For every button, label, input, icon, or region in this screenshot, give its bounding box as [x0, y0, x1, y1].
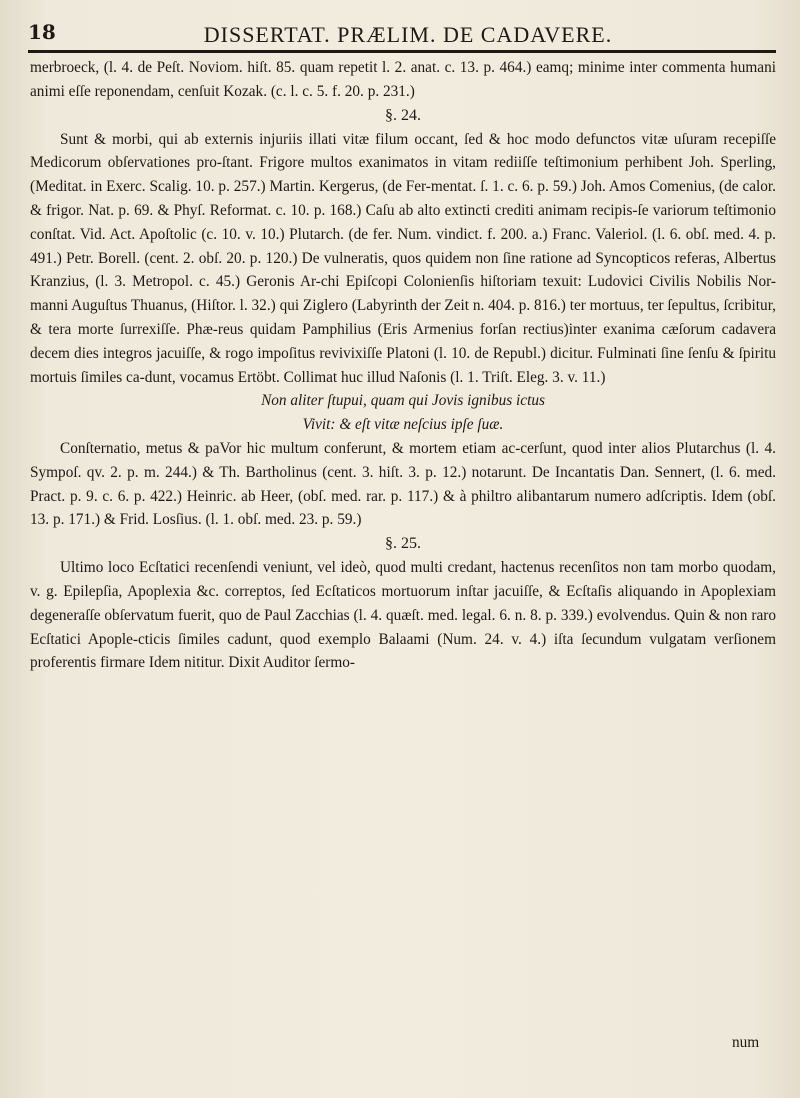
section-number: §. 25.: [385, 535, 421, 553]
verse-line: Non aliter ſtupui, quam qui Jovis ignibus ictus: [261, 392, 545, 410]
page-number: 18: [28, 20, 56, 44]
paragraph: Conſternatio, metus & paVor hic multum conferunt, & mortem etiam ac-cerſunt, quod inter alios Plutarchus (l. 4. Sympoſ. qv. 2. p. m. 244.) & Th. Bartholinus (cent. 3. hiſt. 3. p. 12.) notarunt. De Incantatis Dan. Sennert, (l. 6. med. Pract. p. 9. c. 6. p. 422.) Heinric. ab Heer, (obſ. med. rar. p. 117.) & à philtro alibantarum numero adſcriptis. Idem (obſ. 13. p. 171.) & Frid. Losſius. (l. 1. obſ. med. 23. p. 59.): [30, 439, 776, 529]
paragraph: Ultimo loco Ecſtatici recenſendi veniunt, vel ideò, quod multi credant, hactenus recenſitos non tam morbo quodam, v. g. Epilepſia, Apoplexia &c. correptos, ſed Ecſtaticos mortuorum inſtar jacuiſſe, & Ecſtaſis aliquando in Apoplexiam degeneraſſe obſervatum fuerit, quo de Paul Zacchias (l. 4. quæſt. med. legal. 6. n. 8. p. 339.) evolvendus. Quin & non raro Ecſtatici Apople-cticis ſimiles cadunt, quod exemplo Balaami (Num. 24. v. 4.) iſta ſecundum vulgatam verſionem proferentis firmare Idem nititur. Dixit Auditor ſermo-: [30, 559, 776, 672]
catchword: num: [732, 1034, 760, 1051]
running-title: DISSERTAT. PRÆLIM. DE CADAVERE.: [203, 22, 613, 47]
section-number: §. 24.: [385, 106, 421, 124]
paragraph: Sunt & morbi, qui ab externis injuriis illati vitæ filum occant, ſed & hoc modo defunctos vitæ uſuram recepiſſe Medicorum obſervationes pro-ſtant. Frigore multos exanimatos in vitam rediiſſe teſtimonium perhibent Joh. Sperling, (Meditat. in Exerc. Scalig. 10. p. 257.) Martin. Kergerus, (de Fer-mentat. ſ. 1. c. 6. p. 59.) Joh. Amos Comenius, (de calor. & frigor. Nat. p. 69. & Phyſ. Reformat. c. 10. p. 168.) Caſu ab alto extincti crediti animam recipis-ſe variorum teſtimonio conſtat. Vid. Act. Apoſtolic (c. 10. v. 10.) Plutarch. (de fer. Num. vindict. f. 200. a.) Franc. Valeriol. (l. 6. obſ. med. 4. p. 491.) Petr. Borell. (cent. 2. obſ. 20. p. 120.) De vulneratis, quos quidem non ſine ratione ad Syncopticos referas, Albertus Kranzius, (l. 3. Metropol. c. 45.) Geronis Ar-chi Epiſcopi Colonienſis hiſtoriam texuit: Ludovici Civilis Nobilis Nor-manni Auguſtus Thuanus, (Hiſtor. l. 32.) qui Ziglero (Labyrinth der Zeit n. 404. p. 816.) ter mortuus, ter ſepultus, ſcribitur, & tera morte ſurrexiſſe. Phæ-reus quidam Pamphilius (Eris Armenius forſan rectius)inter exanima cæſorum cadavera decem dies integros jacuiſſe, & rogo impoſitus revivixiſſe Platoni (l. 10. de Republ.) dicitur. Fulminati ſine ſenſu & ſpiritu mortuis ſimiles ca-dunt, vocamus Ertöbt. Collimat huc illud Naſonis (l. 1. Triſt. Eleg. 3. v. 11.): [30, 130, 776, 386]
verse-line: Vivit: & eſt vitæ neſcius ipſe ſuæ.: [302, 416, 504, 434]
header-rule: [28, 50, 776, 53]
body-text: [30, 56, 776, 675]
paragraph-continuation: merbroeck, (l. 4. de Peſt. Noviom. hiſt. 85. quam repetit l. 2. anat. c. 13. p. 464.) eamq; minime inter commenta humani animi eſſe reponendam, cenſuit Kozak. (c. l. c. 5. f. 20. p. 231.): [30, 59, 776, 100]
